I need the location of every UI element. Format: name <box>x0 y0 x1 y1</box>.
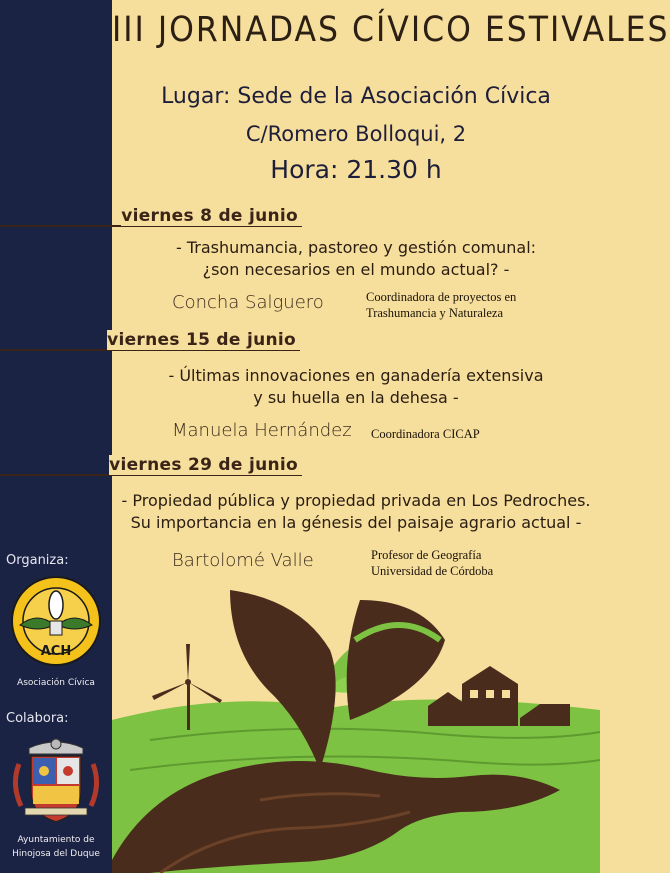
organiza-caption: Asociación Cívica <box>17 678 95 688</box>
date-bar-session-3 <box>0 455 302 476</box>
colabora-caption-line2: Hinojosa del Duque <box>12 849 100 859</box>
session-1-role-line2: Trashumancia y Naturaleza <box>366 306 503 320</box>
session-3-role <box>371 547 493 579</box>
session-2-title-line1: - Últimas innovaciones en ganadería extensiva <box>168 366 544 385</box>
session-2-speaker: Manuela Hernández <box>172 420 352 441</box>
session-3-title <box>112 490 600 534</box>
session-2-role-line1: Coordinadora CICAP <box>371 427 480 441</box>
session-1-title <box>112 237 600 281</box>
time-line: Hora: 21.30 h <box>270 155 442 184</box>
organiza-label: Organiza: <box>6 553 69 568</box>
session-2-title <box>112 365 600 409</box>
session-3-role-line2: Universidad de Córdoba <box>371 564 494 578</box>
session-1-speaker: Concha Salguero <box>172 292 324 313</box>
date-bar-session-1 <box>0 206 302 227</box>
hands-sprout-illustration <box>0 580 600 873</box>
session-1-title-line2: ¿son necesarios en el mundo actual? - <box>202 260 510 279</box>
session-2-role <box>371 426 480 442</box>
session-1-date: viernes 8 de junio <box>121 206 302 226</box>
session-1-role <box>366 289 516 321</box>
session-2-date: viernes 15 de junio <box>107 330 300 350</box>
session-2-title-line2: y su huella en la dehesa - <box>253 388 459 407</box>
date-bar-session-2 <box>0 330 300 351</box>
session-1-role-line1: Coordinadora de proyectos en <box>366 290 517 304</box>
logo-text: ACH <box>40 644 72 659</box>
colabora-label: Colabora: <box>6 711 69 726</box>
colabora-caption-line1: Ayuntamiento de <box>17 835 95 845</box>
session-3-title-line1: - Propiedad pública y propiedad privada en Los Pedroches. <box>121 491 591 510</box>
session-3-role-line1: Profesor de Geografía <box>371 548 482 562</box>
address-line: C/Romero Bolloqui, 2 <box>245 122 467 146</box>
session-3-title-line2: Su importancia en la génesis del paisaje agrario actual - <box>130 513 582 532</box>
session-1-title-line1: - Trashumancia, pastoreo y gestión comunal: <box>175 238 537 257</box>
session-3-date: viernes 29 de junio <box>109 455 302 475</box>
poster-title: III JORNADAS CÍVICO ESTIVALES <box>112 10 670 50</box>
venue-line: Lugar: Sede de la Asociación Cívica <box>161 84 551 109</box>
session-3-speaker: Bartolomé Valle <box>172 550 314 571</box>
farmhouse-icon <box>428 666 570 726</box>
